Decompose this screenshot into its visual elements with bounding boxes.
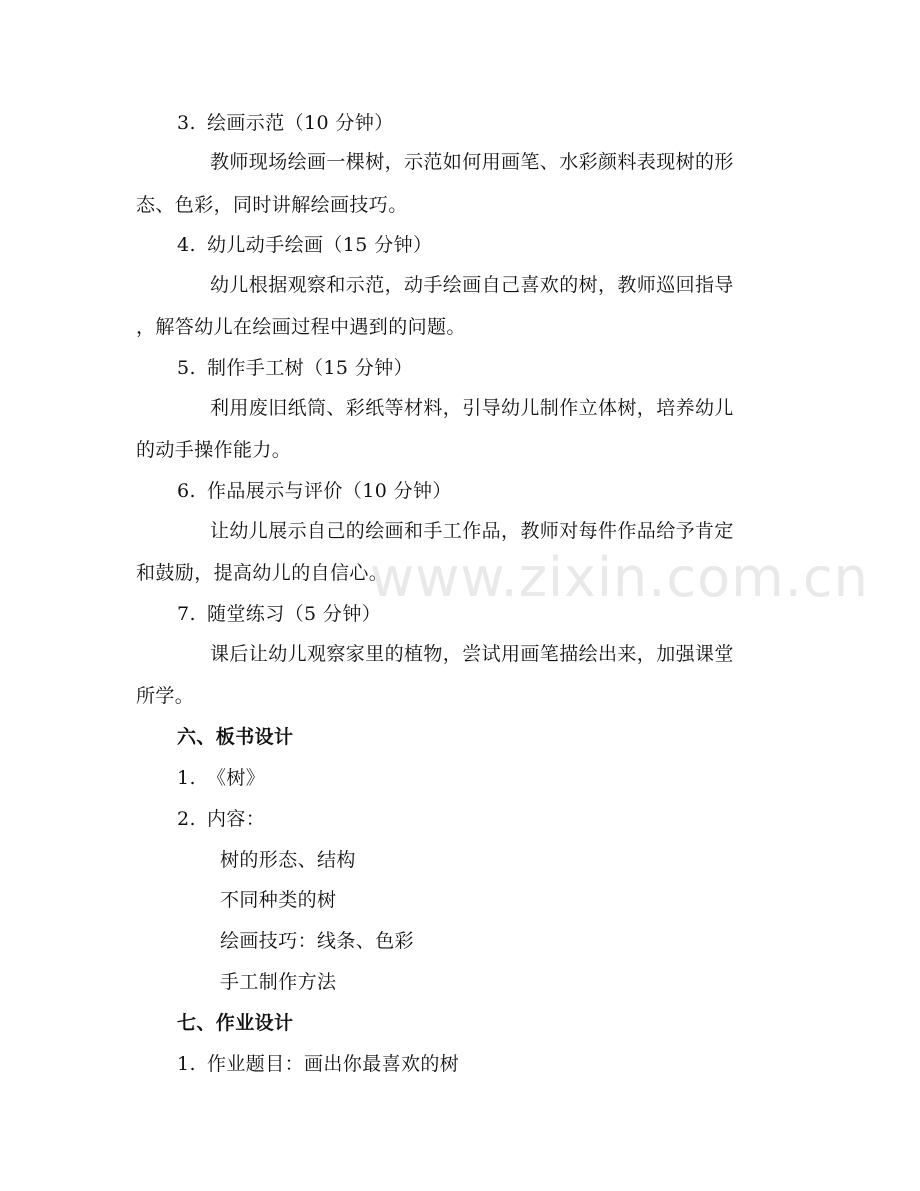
item-text: 作业题目：画出你最喜欢的树 [207,1053,460,1075]
watermark-text: www.zixin.com.cn [370,546,869,609]
step-title: 制作手工树（15 分钟） [207,357,414,379]
step-title: 随堂练习（5 分钟） [207,603,382,625]
board-item-2 [177,807,265,831]
paragraph-line: 所学。 [136,685,195,707]
step-4-heading [177,233,432,257]
board-item-1 [177,766,265,790]
step-title: 作品展示与评价（10 分钟） [207,480,452,502]
step-3-heading [177,111,394,135]
section-heading-homework-design: 七、作业设计 [177,1012,294,1034]
step-number: 6. [177,480,196,502]
step-number: 3. [177,112,196,134]
item-text: 《树》 [207,767,266,789]
paragraph-line: 幼儿根据观察和示范，动手绘画自己喜欢的树，教师巡回指导 [210,274,734,296]
item-text: 内容： [207,808,266,830]
board-content-line: 树的形态、结构 [220,849,356,871]
step-number: 7. [177,603,196,625]
step-title: 幼儿动手绘画（15 分钟） [207,234,433,256]
step-number: 5. [177,357,196,379]
paragraph-line: 和鼓励，提高幼儿的自信心。 [136,562,389,584]
paragraph-line: 让幼儿展示自己的绘画和手工作品，教师对每件作品给予肯定 [210,520,734,542]
step-title: 绘画示范（10 分钟） [207,112,394,134]
step-6-heading [177,479,452,503]
step-number: 4. [177,234,196,256]
paragraph-line: 课后让幼儿观察家里的植物，尝试用画笔描绘出来，加强课堂 [210,643,734,665]
board-content-line: 绘画技巧：线条、色彩 [220,930,415,952]
step-5-heading [177,356,413,380]
paragraph-line: ，解答幼儿在绘画过程中遇到的问题。 [136,316,466,338]
paragraph-line: 的动手操作能力。 [136,439,292,461]
paragraph-line: 利用废旧纸筒、彩纸等材料，引导幼儿制作立体树，培养幼儿 [210,397,734,419]
item-number: 1. [177,767,196,789]
item-number: 2. [177,808,196,830]
board-content-line: 手工制作方法 [220,971,337,993]
item-number: 1. [177,1053,196,1075]
paragraph-line: 态、色彩，同时讲解绘画技巧。 [136,194,408,216]
homework-item-1 [177,1052,459,1076]
paragraph-line: 教师现场绘画一棵树，示范如何用画笔、水彩颜料表现树的形 [210,151,734,173]
step-7-heading [177,602,381,626]
section-heading-board-design: 六、板书设计 [177,726,294,748]
board-content-line: 不同种类的树 [220,889,337,911]
